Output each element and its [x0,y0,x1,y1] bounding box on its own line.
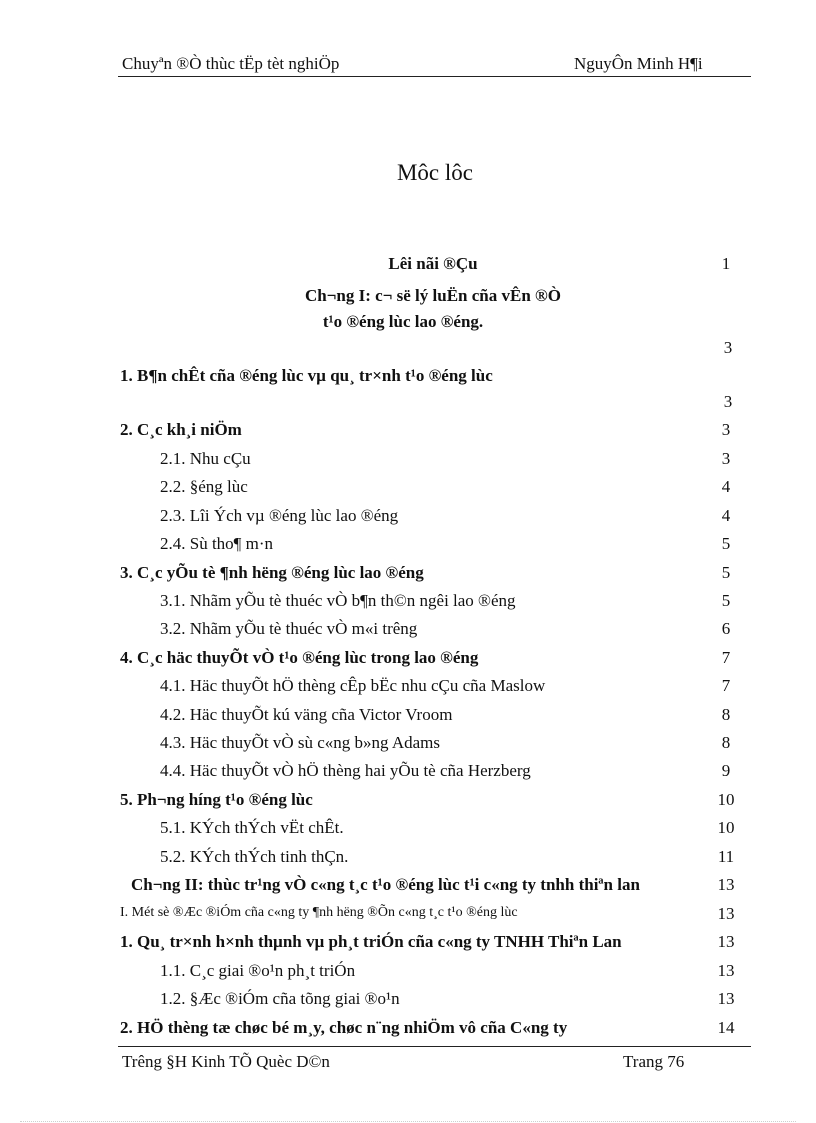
toc-row [0,932,816,958]
toc-row [0,818,816,844]
header-author: NguyÔn Minh H¶i [574,54,703,73]
toc-page-number: 13 [717,875,735,894]
toc-entry-text: 1. Qu¸ tr×nh h×nh thµnh vµ ph¸t triÓn cña c«ng ty TNHH Thiªn Lan [120,932,622,951]
footer-university: Trêng §H Kinh TÕ Quèc D©n [122,1052,330,1071]
toc-row [0,733,816,759]
toc-page-number: 7 [721,648,731,667]
toc-entry-text: 3.1. Nhãm yÕu tè thuéc vÒ b¶n th©n ngêi lao ®éng [160,591,516,610]
toc-page-number: 3 [723,338,733,357]
header-left-text: Chuyªn ®Ò thùc tËp tèt nghiÖp [122,54,340,73]
toc-row [0,847,816,873]
toc-page-number: 13 [717,961,735,980]
toc-page-number: 5 [721,534,731,553]
toc-row [0,676,816,702]
page-title: Môc lôc [396,160,473,185]
toc-entry-text: 5.2. KÝch thÝch tinh thÇn. [160,847,349,866]
toc-row [0,790,816,816]
toc-page-number: 3 [721,420,731,439]
toc-page-number: 14 [717,1018,735,1037]
toc-row [0,563,816,589]
toc-row [0,534,816,560]
toc-page-number: 13 [717,989,735,1008]
toc-entry-text: t¹o ®éng lùc lao ®éng. [322,312,484,331]
page-bottom-dotted-line [20,1121,796,1122]
toc-row [0,989,816,1015]
toc-entry-text: 1.1. C¸c giai ®o¹n ph¸t triÓn [160,961,356,980]
toc-row [0,1018,816,1044]
toc-entry-text: 5.1. KÝch thÝch vËt chÊt. [160,818,344,837]
toc-entry-text: 2.2. §éng lùc [160,477,248,496]
toc-row [0,449,816,475]
toc-page-number: 13 [717,932,735,951]
toc-page-number: 5 [721,591,731,610]
toc-page-number: 11 [717,847,735,866]
toc-entry-text: 1. B¶n chÊt cña ®éng lùc vµ qu¸ tr×nh t¹o ®éng lùc [120,366,493,385]
toc-page-number: 10 [717,818,735,837]
toc-page-number: 1 [721,254,731,273]
toc-row [0,875,816,901]
toc-page-number: 8 [721,733,731,752]
toc-entry-text: Lêi nãi ®Çu [388,254,478,273]
toc-entry-text: Ch¬ng II: thùc tr¹ng vÒ c«ng t¸c t¹o ®éng lùc t¹i c«ng ty tnhh thiªn lan [131,875,640,894]
toc-page-number: 3 [723,392,733,411]
toc-entry-text: 4.3. Häc thuyÕt vÒ sù c«ng b»ng Adams [160,733,441,752]
toc-row [0,286,816,312]
toc-entry-text: 4.1. Häc thuyÕt hÖ thèng cÊp bËc nhu cÇu cña Maslow [160,676,546,695]
toc-page-number: 5 [721,563,731,582]
toc-entry-text: 4.2. Häc thuyÕt kú väng cña Victor Vroom [160,705,453,724]
toc-row [0,961,816,987]
toc-page-number: 4 [721,477,731,496]
toc-entry-text: 2.1. Nhu cÇu [160,449,251,468]
toc-row [0,420,816,446]
toc-page-number: 6 [721,619,731,638]
toc-row [0,648,816,674]
toc-row [0,619,816,645]
toc-page-number: 9 [721,761,731,780]
toc-page-number: 7 [721,676,731,695]
toc-row [0,904,816,930]
toc-row [0,366,816,392]
footer-rule [118,1046,751,1047]
toc-row [0,254,816,280]
footer-page-number: Trang 76 [623,1052,685,1071]
header-rule [118,76,751,77]
toc-page-number: 10 [717,790,735,809]
toc-row [0,705,816,731]
toc-entry-text: 2.4. Sù tho¶ m·n [160,534,274,553]
toc-row [0,392,816,418]
toc-entry-text: 3.2. Nhãm yÕu tè thuéc vÒ m«i trêng [160,619,418,638]
toc-entry-text: I. Mét sè ®Æc ®iÓm cña c«ng ty ¶nh hëng ®Õn c«ng t¸c t¹o ®éng lùc [120,905,518,920]
toc-row [0,338,816,364]
toc-entry-text: Ch¬ng I: c¬ së lý luËn cña vÊn ®Ò [305,286,561,305]
toc-entry-text: 2.3. Lîi Ých vµ ®éng lùc lao ®éng [160,506,399,525]
toc-page-number: 4 [721,506,731,525]
toc-page-number: 8 [721,705,731,724]
toc-page-number: 3 [721,449,731,468]
toc-row [0,591,816,617]
toc-entry-text: 5. Ph¬ng híng t¹o ®éng lùc [120,790,313,809]
toc-row [0,506,816,532]
toc-row [0,477,816,503]
toc-entry-text: 2. C¸c kh¸i niÖm [120,420,242,439]
toc-page-number: 13 [717,904,735,923]
toc-entry-text: 2. HÖ thèng tæ chøc bé m¸y, chøc n¨ng nhiÖm vô cña C«ng ty [120,1018,568,1037]
toc-entry-text: 1.2. §Æc ®iÓm cña tõng giai ®o¹n [160,989,400,1008]
toc-entry-text: 4.4. Häc thuyÕt vÒ hÖ thèng hai yÕu tè cña Herzberg [160,761,531,780]
toc-entry-text: 4. C¸c häc thuyÕt vÒ t¹o ®éng lùc trong lao ®éng [120,648,479,667]
toc-row [0,761,816,787]
toc-entry-text: 3. C¸c yÕu tè ¶nh hëng ®éng lùc lao ®éng [120,563,424,582]
toc-row [0,312,816,338]
